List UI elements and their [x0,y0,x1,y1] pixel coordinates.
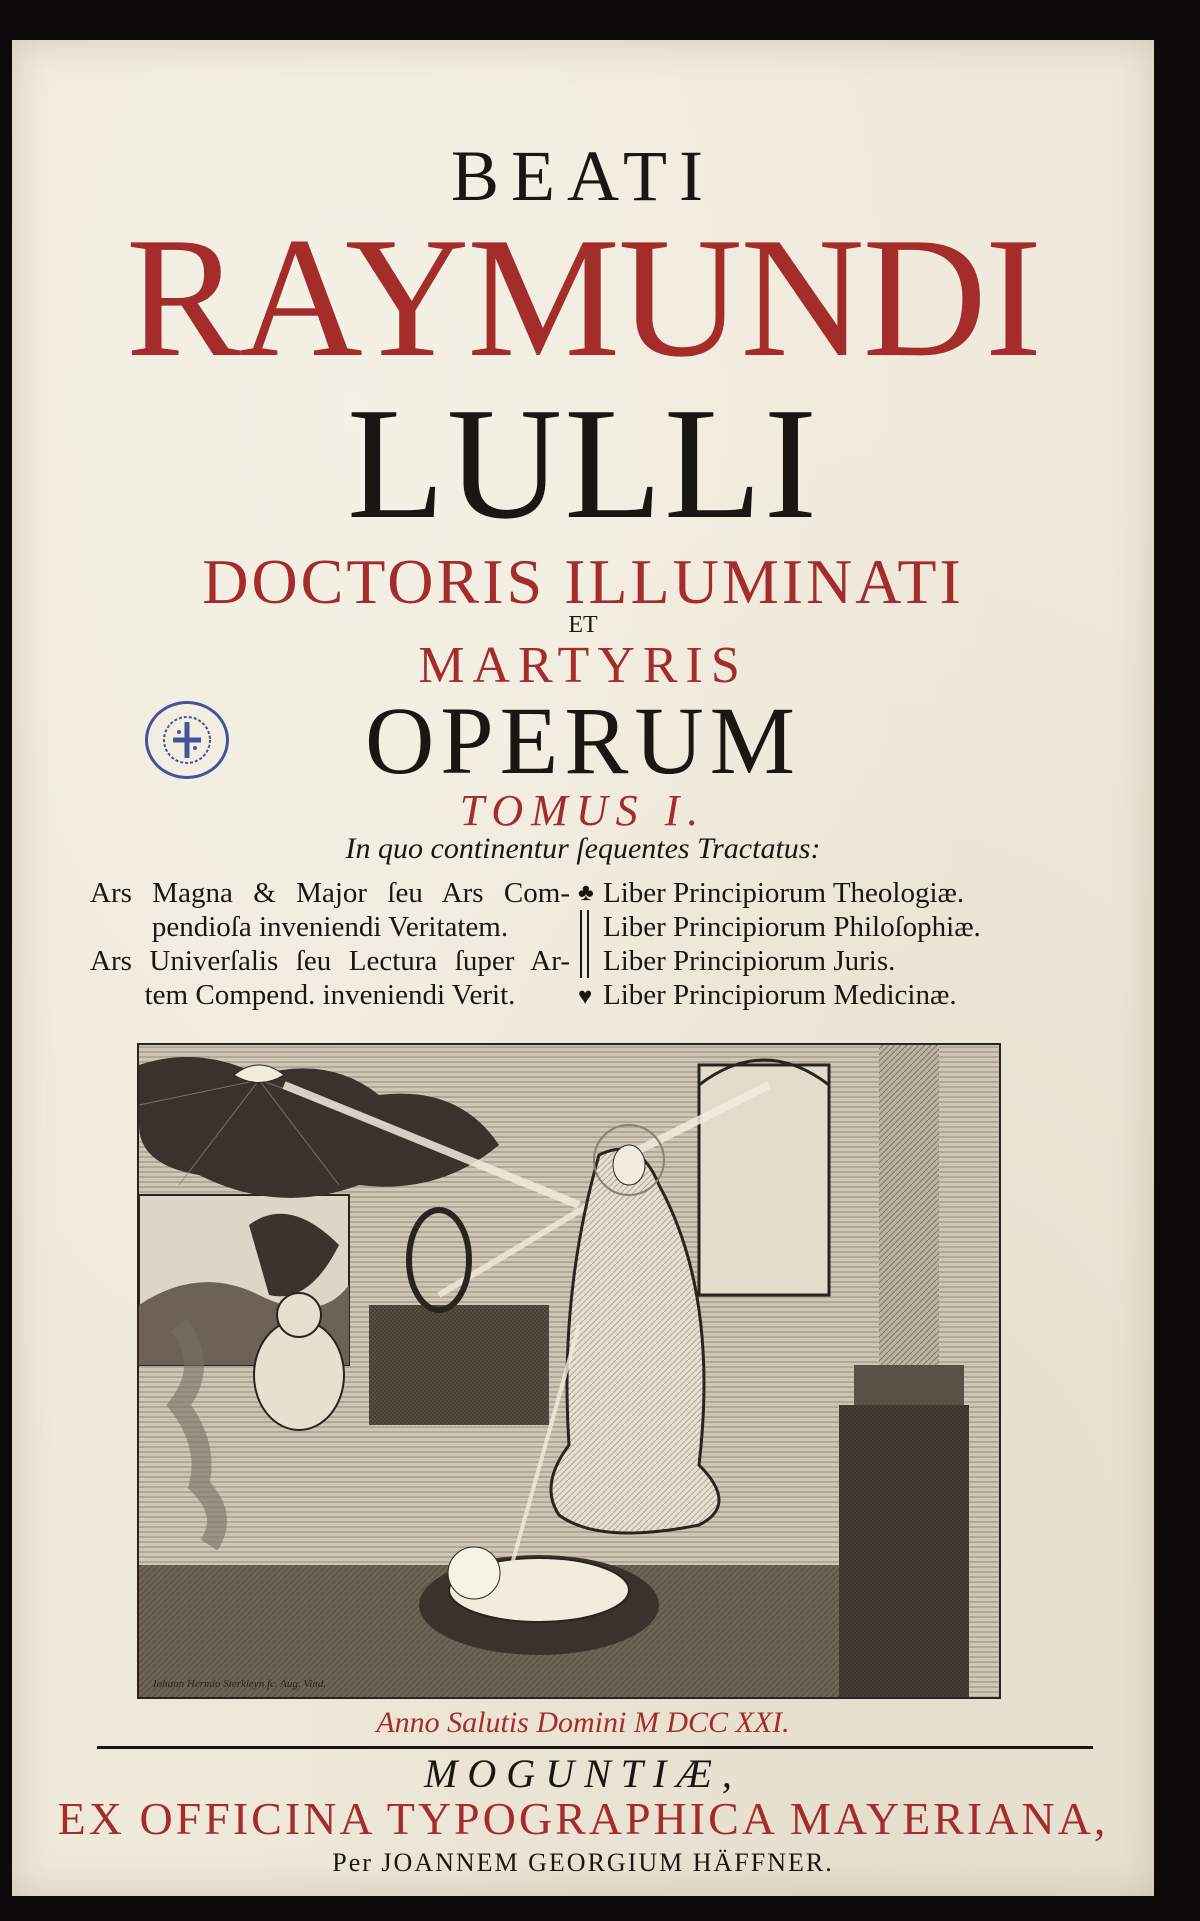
contents-left-line: tem Compend. inveniendi Verit. [144,979,516,1011]
title-page [12,40,1154,1896]
contents-right-line: Liber Principiorum Philoſophiæ. [603,911,981,943]
contents-left-column [90,876,570,1012]
title-beati: BEATI [451,136,715,216]
divider-rule [587,910,589,978]
divider-rule [580,910,582,978]
contents-right-line: Liber Principiorum Theologiæ. [603,877,965,909]
contents-right-line: Liber Principiorum Juris. [603,945,896,977]
imprint-city: MOGUNTIÆ, [424,1751,742,1796]
contents-list [90,876,1080,1016]
fleuron-icon: ♣ [578,880,594,906]
column-divider [573,876,599,1012]
contents-left-line: Ars Univerſalis ſeu Lectura ſuper Ar- [90,945,570,977]
engraver-signature: Iohann Hermio Sterkleyn fc. Aug. Vind. [153,1678,327,1690]
year-line: Anno Salutis Domini M DCC XXI. [376,1706,790,1739]
imprint-rule [97,1746,1093,1749]
contents-left-line: Ars Magna & Major ſeu Ars Com- [90,877,570,909]
title-et: ET [568,612,598,638]
title-martyris: MARTYRIS [418,637,748,694]
contents-right-column [603,876,1083,1012]
title-operum: OPERUM [364,687,802,794]
title-lulli: LULLI [346,374,820,552]
stamp-cross-icon [157,712,217,768]
library-stamp [145,701,229,779]
imprint-printer-person: Per JOANNEM GEORGIUM HÄFFNER. [332,1848,834,1877]
contents-intro: In quo continentur ſequentes Tractatus: [345,832,821,865]
contents-right-line: Liber Principiorum Medicinæ. [603,979,957,1011]
contents-left-line: pendioſa inveniendi Veritatem. [151,911,509,943]
title-doctoris-illuminati: DOCTORIS ILLUMINATI [202,546,964,617]
frontispiece-engraving [137,1043,1001,1699]
volume-number: TOMUS I. [459,786,707,835]
engraving-illustration [139,1045,999,1697]
fleuron-icon: ♥ [578,984,593,1010]
title-raymundi: RAYMUNDI [125,203,1041,393]
imprint-printer: EX OFFICINA TYPOGRAPHICA MAYERIANA, [57,1793,1109,1844]
